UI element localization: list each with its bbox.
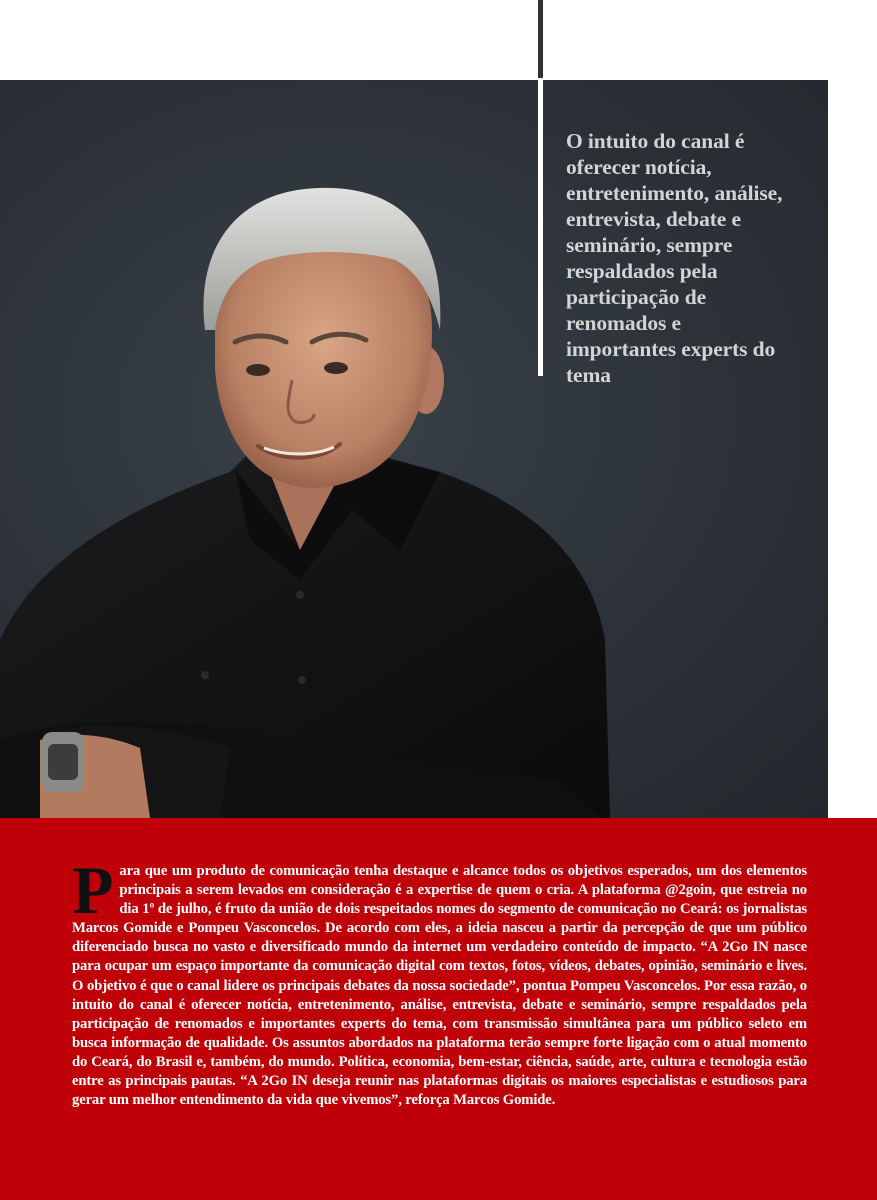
drop-cap: P <box>72 852 114 928</box>
article-body <box>72 852 807 1110</box>
article-body-text: ara que um produto de comunicação tenha destaque e alcance todos os objetivos esperados, um dos elementos principais a serem levados em consideração é a expertise de quem o cria. A plataforma @2goin, que estreia no dia 1º de julho, é fruto da união de dois respeitados nomes do segmento de comunicação no Ceará: os jornalistas Marcos Gomide e Pompeu Vasconcelos. De acordo com eles, a ideia nasceu a partir da percepção de que um público diferenciado busca no vasto e diversificado mundo da internet um verdadeiro conteúdo de impacto. “A 2Go IN nasce para ocupar um espaço importante da comunicação digital com textos, fotos, vídeos, debates, opinião, seminário e lives. O objetivo é que o canal lidere os principais debates da nossa sociedade”, pontua Pompeu Vasconcelos. Por essa razão, o intuito do canal é oferecer notícia, entretenimento, análise, entrevista, debate e seminário, sempre respaldados pela participação de renomados e importantes experts do tema, com transmissão simultânea para um público seleto em busca informação de qualidade. Os assuntos abordados na plataforma terão sempre forte ligação com o atual momento do Ceará, do Brasil e, também, do mundo. Política, economia, bem-estar, ciência, saúde, arte, cultura e tecnologia estão entre as principais pautas. “A 2Go IN deseja reunir nas plataformas digitais os maiores especialistas e estudiosos para gerar um melhor entendimento da vida que vivemos”, reforça Marcos Gomide. <box>72 863 807 1109</box>
vertical-divider-line <box>538 0 543 376</box>
pull-quote: O intuito do canal é oferecer notícia, entretenimento, análise, entrevista, debate e seminário, sempre respaldados pela participação de renomados e importantes experts do tema <box>566 129 783 387</box>
